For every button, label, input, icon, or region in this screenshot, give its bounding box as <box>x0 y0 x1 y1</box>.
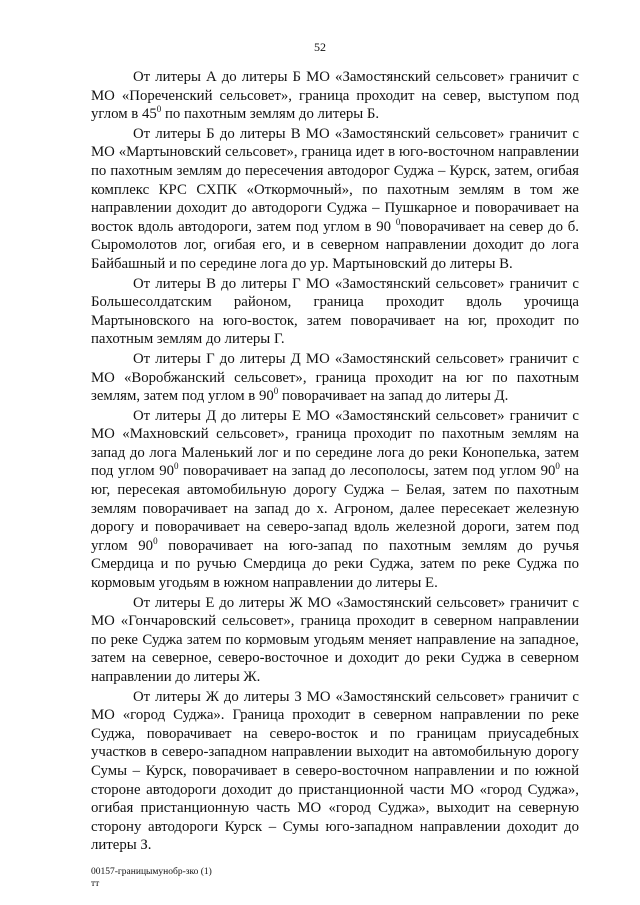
paragraph-text: От литеры Ж до литеры З МО «Замостянский сельсовет» граничит с МО «город Суджа». Граница проходит в северном направлении по реке Суджа, поворачивает на северо-восток и по границам приусадебных участков в северо-западном направлении выходит на автомобильную дорогу Сумы – Курск, поворачивает в северо-восточном направлении и по южной стороне автодороги доходит до пристанционной части МО «город Суджа», огибая пристанционную часть МО «город Суджа», выходит на северную сторону автодороги Курск – Сумы юго-западном направлении доходит до литеры З. <box>91 688 579 854</box>
degree-superscript: 0 <box>174 461 179 472</box>
paragraph-text: От литеры В до литеры Г МО «Замостянский сельсовет» граничит с Большесолдатским районом, граница проходит вдоль урочища Мартыновского на юго-восток, затем поворачивает на юг, проходит по пахотным землям до литеры Г. <box>91 275 579 348</box>
paragraph-zh-z <box>91 688 579 855</box>
paragraph-text: От литеры А до литеры Б МО «Замостянский сельсовет» граничит с МО «Пореченский сельсовет», граница проходит на север, выступом под углом в 45 <box>91 69 579 123</box>
footer-filename: 00157-границымунобр-зко (1) <box>91 867 212 877</box>
paragraph-text: на юг, пересекая автомобильную дорогу Суджа – Белая, затем по пахотным землям поворачивает на запад до х. Агроном, далее пересекает железную дорогу и поворачивает на северо-запад вдоль железной дороги, затем под углом 90 <box>91 463 580 554</box>
paragraph-text: поворачивает на запад до лесополосы, затем под углом 90 <box>178 463 556 480</box>
paragraph-text: поворачивает на запад до литеры Д. <box>278 388 509 405</box>
document-footer <box>91 866 212 890</box>
paragraph-b-v <box>91 125 579 274</box>
paragraph-e-zh <box>91 594 579 687</box>
paragraph-v-g <box>91 275 579 349</box>
paragraph-text: поворачивает на юго-запад по пахотным землям до ручья Смердица и по ручью Смердица до реки Суджа, затем по реке Суджа по кормовым угодьям в южном направлении до литеры Е. <box>91 537 580 592</box>
paragraph-text: От литеры Д до литеры Е МО «Замостянский сельсовет» граничит с МО «Махновский сельсовет», граница проходит по пахотным землям на запад до лога Маленький лог и по середине лога до реки Конопелька, затем под углом 90 <box>91 407 579 480</box>
paragraph-text: От литеры Б до литеры В МО «Замостянский сельсовет» граничит с МО «Мартыновский сельсовет», граница идет в юго-восточном направлении по пахотным землям до пересечения автодорог Суджа – Курск, затем, огибая комплекс КРС СХПК «Откормочный», по пахотным землям в том же направлении доходит до автодороги Суджа – Пушкарное и поворачивает на восток вдоль автодороги, затем под углом в 90 <box>91 125 579 235</box>
degree-superscript: 0 <box>395 216 401 227</box>
paragraph-text: поворачивает на север до б. Сыромолотов лог, огибая его, и в северном направлении доходит до лога Байбашный и по середине лога до ур. Мартыновский до литеры В. <box>91 218 579 272</box>
paragraph-g-d <box>91 350 579 406</box>
footer-initials: тт <box>91 879 100 889</box>
degree-superscript: 0 <box>555 461 560 472</box>
paragraph-text: по пахотным землям до литеры Б. <box>161 106 380 123</box>
degree-superscript: 0 <box>153 535 158 546</box>
paragraph-text: От литеры Е до литеры Ж МО «Замостянский сельсовет» граничит с МО «Гончаровский сельсовет», граница проходит в северном направлении по реке Суджа затем по кормовым угодьям меняет направление на западное, затем на северное, северо-восточное и доходит до реки Суджа в северном направлении до литеры Ж. <box>91 594 579 685</box>
paragraph-text: От литеры Г до литеры Д МО «Замостянский сельсовет» граничит с МО «Воробжанский сельсовет», граница проходит на юг по пахотным землям, затем под углом в 90 <box>91 350 579 405</box>
degree-superscript: 0 <box>273 386 279 397</box>
paragraph-d-e <box>91 407 579 593</box>
degree-superscript: 0 <box>156 104 162 115</box>
paragraph-a-b <box>91 68 579 124</box>
document-body <box>91 68 579 855</box>
page-number: 52 <box>314 40 326 54</box>
